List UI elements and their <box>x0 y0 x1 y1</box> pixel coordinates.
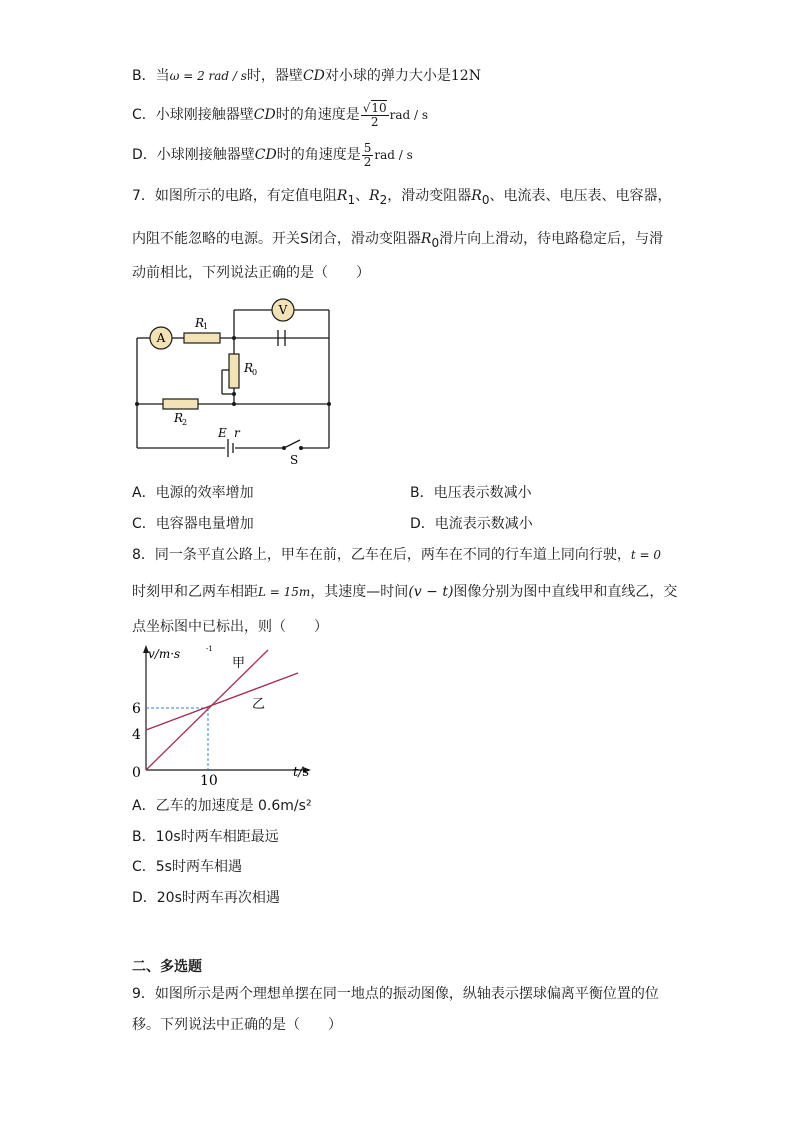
q9-stem-line2: 移。下列说法中正确的是（ ） <box>132 1017 342 1033</box>
y-axis-label: v/m·s <box>148 647 181 661</box>
line-yi <box>146 673 298 730</box>
r1-subscript: 1 <box>203 322 209 331</box>
r2-subscript: 2 <box>182 418 188 427</box>
voltmeter-label: V <box>278 303 288 317</box>
ammeter-label: A <box>156 331 166 345</box>
q6-option-d: D．小球刚接触器壁CD时的角速度是 $\frac{5}{2}$ rad / s <box>132 140 413 169</box>
internal-resistance-label: r <box>234 426 240 440</box>
q7-stem-line3: 动前相比，下列说法正确的是（ ） <box>132 265 370 281</box>
y-tick-6: 6 <box>132 701 141 717</box>
x-tick-10: 10 <box>200 773 218 789</box>
r0-label: R <box>244 361 254 375</box>
q6-option-c: C．小球刚接触器壁CD时的角速度是 $\frac{√10}{2}$ rad / s <box>132 100 429 129</box>
line-jia-label: 甲 <box>232 656 246 671</box>
y-axis-label-exponent: -1 <box>206 645 213 653</box>
q8-option-c: C．5s时两车相遇 <box>132 859 242 875</box>
q8-stem-line1: 8．同一条平直公路上，甲车在前，乙车在后，两车在不同的行车道上同向行驶，t = 0 <box>132 547 662 563</box>
line-yi-label: 乙 <box>252 697 266 712</box>
resistor-r2 <box>163 399 198 409</box>
switch-label: S <box>290 453 299 467</box>
emf-label: E <box>218 426 227 440</box>
q8-vt-graph <box>128 642 318 790</box>
line-jia <box>146 650 268 770</box>
origin-label: 0 <box>132 765 141 781</box>
q7-stem-line1: 7．如图所示的电路，有定值电阻$R_1$、$R_2$，滑动变阻器$R_0$、电流表、电压表、电容器， <box>132 188 672 207</box>
q7-stem-line2: 内阻不能忽略的电源。开关S闭合，滑动变阻器$R_0$滑片向上滑动，待电路稳定后，与滑 <box>132 231 664 250</box>
r2-label: R <box>174 411 184 425</box>
r0-subscript: 0 <box>252 368 258 377</box>
q7-option-b: B．电压表示数减小 <box>410 485 532 501</box>
resistor-r1 <box>184 333 220 343</box>
rheostat-r0 <box>229 354 239 388</box>
q8-option-a: A．乙车的加速度是 0.6m/s² <box>132 798 312 814</box>
x-axis-label: t/s <box>293 765 310 780</box>
q9-stem-line1: 9．如图所示是两个理想单摆在同一地点的振动图像，纵轴表示摆球偏离平衡位置的位 <box>132 986 659 1002</box>
q7-circuit-diagram <box>130 296 340 468</box>
section-heading: 二、多选题 <box>132 959 202 975</box>
q8-option-b: B．10s时两车相距最远 <box>132 829 279 845</box>
q7-option-d: D．电流表示数减小 <box>410 516 533 532</box>
q8-stem-line2: 时刻甲和乙两车相距L = 15m，其速度—时间(v − t)图像分别为图中直线甲和直线乙，交 <box>132 584 678 600</box>
y-tick-4: 4 <box>132 727 141 743</box>
q6-option-b: B．当ω = 2 rad / s时，器壁CD对小球的弹力大小是12N <box>132 68 481 84</box>
q8-stem-line3: 点坐标图中已标出，则（ ） <box>132 619 328 635</box>
q7-option-c: C．电容器电量增加 <box>132 516 254 532</box>
r1-label: R <box>195 316 205 330</box>
q7-option-a: A．电源的效率增加 <box>132 485 254 501</box>
q8-option-d: D．20s时两车再次相遇 <box>132 890 280 906</box>
